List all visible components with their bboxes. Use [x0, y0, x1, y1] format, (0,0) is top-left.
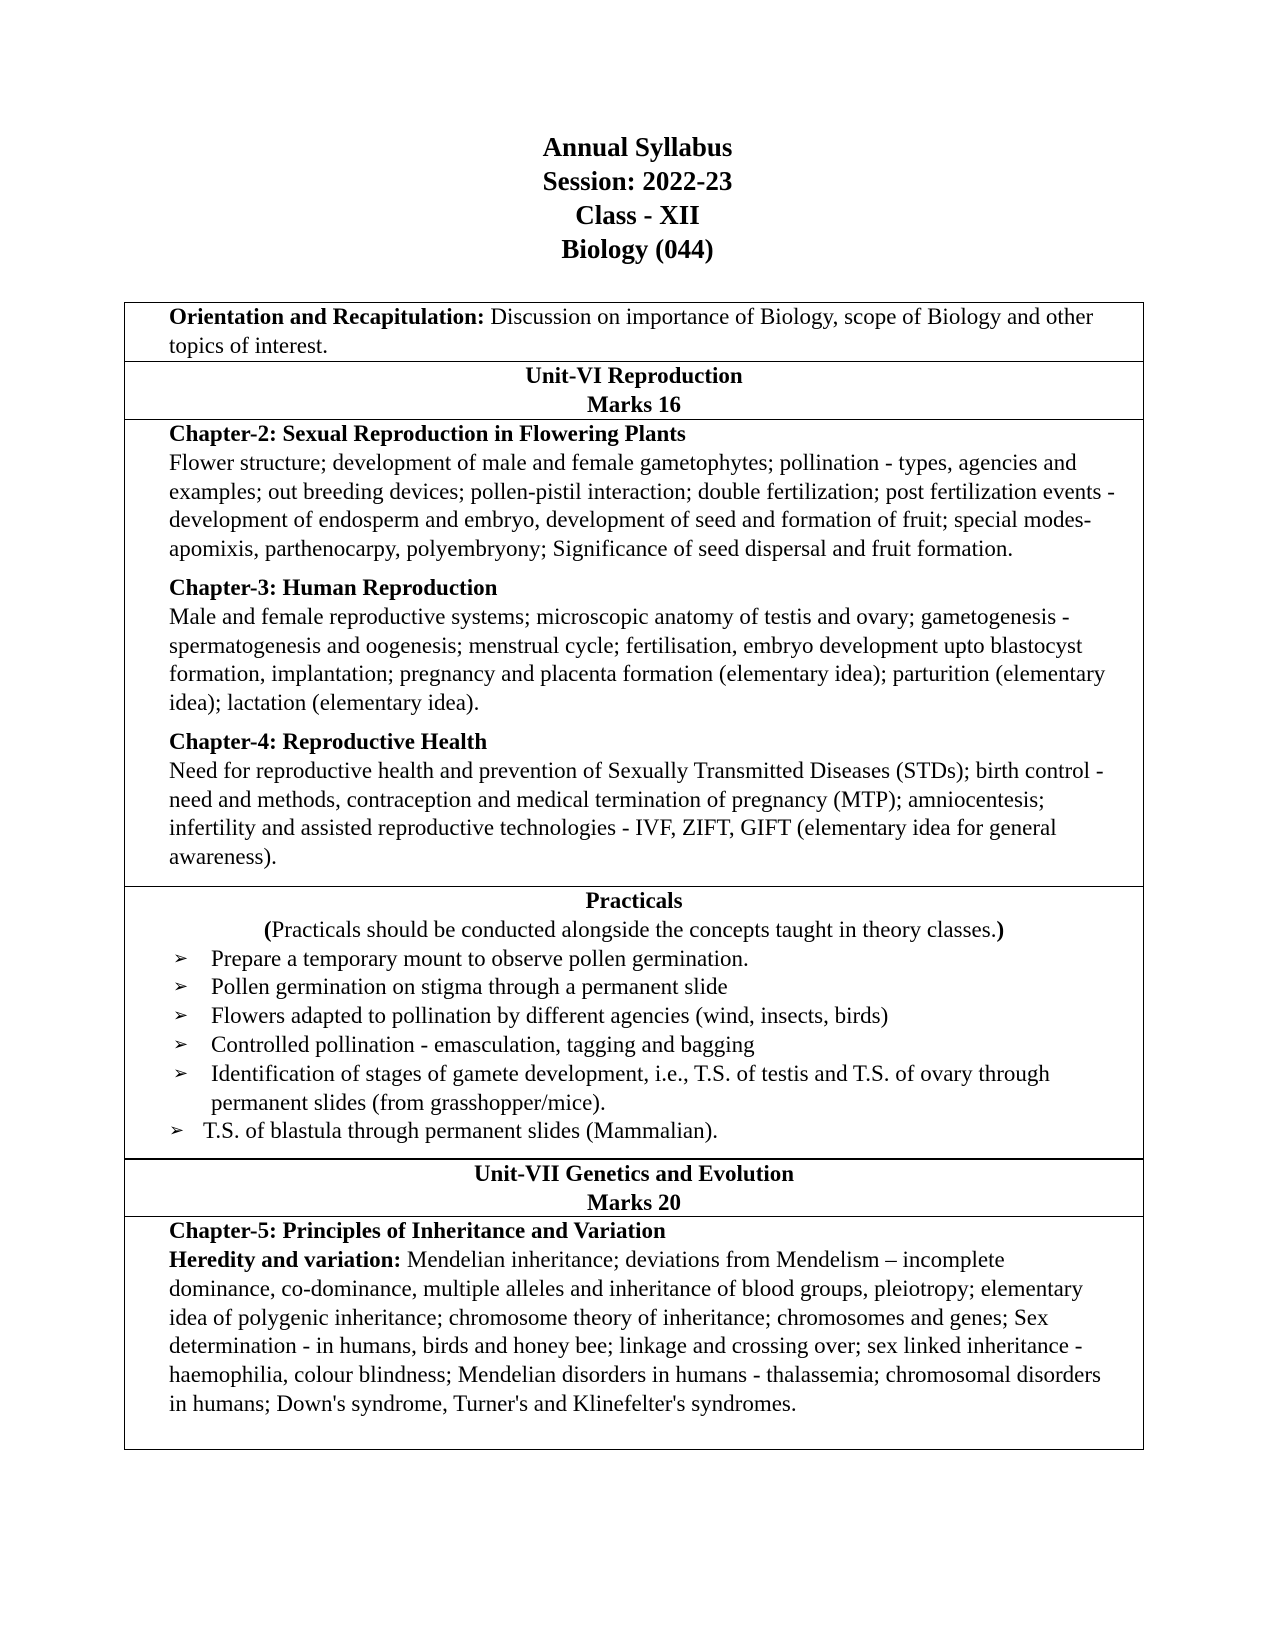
- header-title: Annual Syllabus: [542, 132, 733, 162]
- arrow-bullet-icon: ➢: [169, 1120, 185, 1142]
- arrow-bullet-icon: ➢: [173, 1033, 189, 1055]
- chapter-2-text: Flower structure; development of male and female gametophytes; pollination - types, agencies and examples; out breeding devices; pollen-pistil interaction; double fertilization; post fertilization events - development of endosperm and embryo, development of seed and formation of fruit; special modes- apomixis, parthenocarpy, polyembryony; Significance of seed dispersal and fruit formation.: [169, 449, 1115, 562]
- practicals-note-text: Practicals should be conducted alongside the concepts taught in theory classes.: [271, 916, 997, 942]
- practical-item-text: Identification of stages of gamete development, i.e., T.S. of testis and T.S. of ovary through permanent slides (from grasshopper/mice).: [211, 1060, 1050, 1115]
- unit-6-chapters: [125, 419, 1143, 886]
- chapter-4-text: Need for reproductive health and prevention of Sexually Transmitted Diseases (STDs); birth control - need and methods, contraception and medical termination of pregnancy (MTP); amniocentesis; infertility and assisted reproductive technologies - IVF, ZIFT, GIFT (elementary idea for general awareness).: [169, 757, 1104, 870]
- chapter-3-text: Male and female reproductive systems; microscopic anatomy of testis and ovary; gametogenesis -spermatogenesis and oogenesis; menstrual cycle; fertilisation, embryo development upto blastocyst formation, implantation; pregnancy and placenta formation (elementary idea); parturition (elementary idea); lactation (elementary idea).: [169, 603, 1106, 716]
- syllabus-table: [124, 302, 1144, 1450]
- list-item: [169, 1117, 1143, 1146]
- chapter-3: [169, 574, 1115, 718]
- chapter-4-title: Chapter-4: Reproductive Health: [169, 728, 488, 754]
- practicals-note-close: ): [996, 916, 1005, 942]
- orientation-label: Orientation and Recapitulation:: [169, 304, 485, 329]
- chapter-4: [169, 728, 1115, 872]
- list-item: [173, 1060, 1143, 1118]
- document-header: [0, 130, 1275, 266]
- practical-item-text: Flowers adapted to pollination by different agencies (wind, insects, birds): [211, 1003, 889, 1029]
- list-item: [173, 973, 1143, 1002]
- chapter-5-body: Mendelian inheritance; deviations from Mendelism – incomplete dominance, co-dominance, multiple alleles and inheritance of blood groups, pleiotropy; elementary idea of polygenic inheritance; chromosome theory of inheritance; chromosomes and genes; Sex determination - in humans, birds and honey bee; linkage and crossing over; sex linked inheritance - haemophilia, colour blindness; Mendelian disorders in humans - thalassemia; chromosomal disorders in humans; Down's syndrome, Turner's and Klinefelter's syndromes.: [169, 1246, 1101, 1416]
- arrow-bullet-icon: ➢: [173, 976, 189, 998]
- chapter-2-title: Chapter-2: Sexual Reproduction in Flowering Plants: [169, 421, 686, 446]
- unit-6-marks: Marks 16: [587, 391, 681, 417]
- unit-7-header: [125, 1158, 1143, 1216]
- practicals-list: [125, 945, 1143, 1147]
- list-item: [173, 945, 1143, 974]
- unit-7-marks: Marks 20: [587, 1189, 681, 1215]
- chapter-5-title: Chapter-5: Principles of Inheritance and Variation: [169, 1218, 666, 1244]
- arrow-bullet-icon: ➢: [173, 1062, 189, 1084]
- header-subject: Biology (044): [561, 234, 714, 264]
- list-item: [173, 1002, 1143, 1031]
- header-class: Class - XII: [575, 200, 700, 230]
- practicals-note: [125, 916, 1143, 945]
- arrow-bullet-icon: ➢: [173, 947, 189, 969]
- practical-item-text: Controlled pollination - emasculation, tagging and bagging: [211, 1031, 755, 1057]
- chapter-3-title: Chapter-3: Human Reproduction: [169, 574, 498, 600]
- chapter-5-text: [169, 1246, 1115, 1419]
- practicals-note-open: (: [263, 916, 272, 942]
- unit-7-title: Unit-VII Genetics and Evolution: [473, 1161, 795, 1187]
- chapter-5-lead: Heredity and variation:: [169, 1246, 402, 1272]
- practical-item-text: Prepare a temporary mount to observe pollen germination.: [211, 945, 749, 971]
- practical-item-text: T.S. of blastula through permanent slides (Mammalian).: [203, 1118, 719, 1144]
- unit-6-header: [125, 361, 1143, 419]
- arrow-bullet-icon: ➢: [173, 1005, 189, 1027]
- unit-6-title: Unit-VI Reproduction: [525, 363, 743, 388]
- list-item: [173, 1031, 1143, 1060]
- practicals-title: Practicals: [585, 887, 683, 913]
- unit-7-chapters: [125, 1216, 1143, 1449]
- chapter-2: [169, 420, 1115, 564]
- header-session: Session: 2022-23: [542, 166, 733, 196]
- practical-item-text: Pollen germination on stigma through a permanent slide: [211, 974, 728, 1000]
- orientation-row: [125, 303, 1143, 361]
- orientation-text: Discussion on importance of Biology, scope of Biology and other topics of interest.: [169, 304, 1094, 358]
- practicals-section: [125, 886, 1143, 1158]
